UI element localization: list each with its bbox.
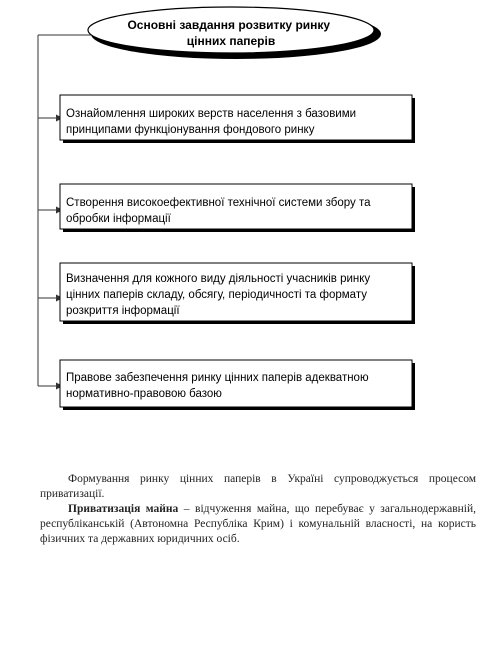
- task-box-4-line-1: Правове забезпечення ринку цінних паперів адекватною: [66, 372, 369, 384]
- paragraph-2: [40, 502, 476, 547]
- task-box-4-line-2: нормативно-правовою базою: [66, 388, 222, 400]
- task-box-3-line-3: розкриття інформації: [66, 305, 180, 317]
- task-box-1-line-1: Ознайомлення широких верств населення з базовими: [66, 108, 357, 120]
- task-box-1-line-2: принципами функціонування фондового ринку: [66, 124, 315, 136]
- task-box-4: [60, 360, 415, 410]
- task-box-2: [60, 184, 415, 232]
- body-text: [40, 472, 476, 547]
- diagram-title-line-2: цінних паперів: [186, 34, 276, 48]
- task-box-3-line-2: цінних паперів складу, обсягу, періодичності та формату: [66, 289, 367, 301]
- task-box-2-line-2: обробки інформації: [66, 213, 171, 225]
- task-box-2-line-1: Створення високоефективної технічної системи збору та: [66, 197, 371, 209]
- task-box-3-line-1: Визначення для кожного виду діяльності учасників ринку: [66, 273, 371, 285]
- title-node: [88, 7, 381, 59]
- paragraph-1: Формування ринку цінних паперів в Україні супроводжується процесом приватизації.: [40, 473, 476, 500]
- definition-term: Приватизація майна: [68, 503, 179, 515]
- task-box-3: [60, 263, 415, 324]
- diagram-title-line-1: Основні завдання розвитку ринку: [127, 18, 331, 32]
- task-box-1: [60, 95, 415, 143]
- definition-text: – відчуження майна, що перебуває у загальнодержавній, республіканській (Автономна Республіка Крим) і комунальній власності, на користь фізичних та державних юридичних осіб.: [40, 503, 476, 545]
